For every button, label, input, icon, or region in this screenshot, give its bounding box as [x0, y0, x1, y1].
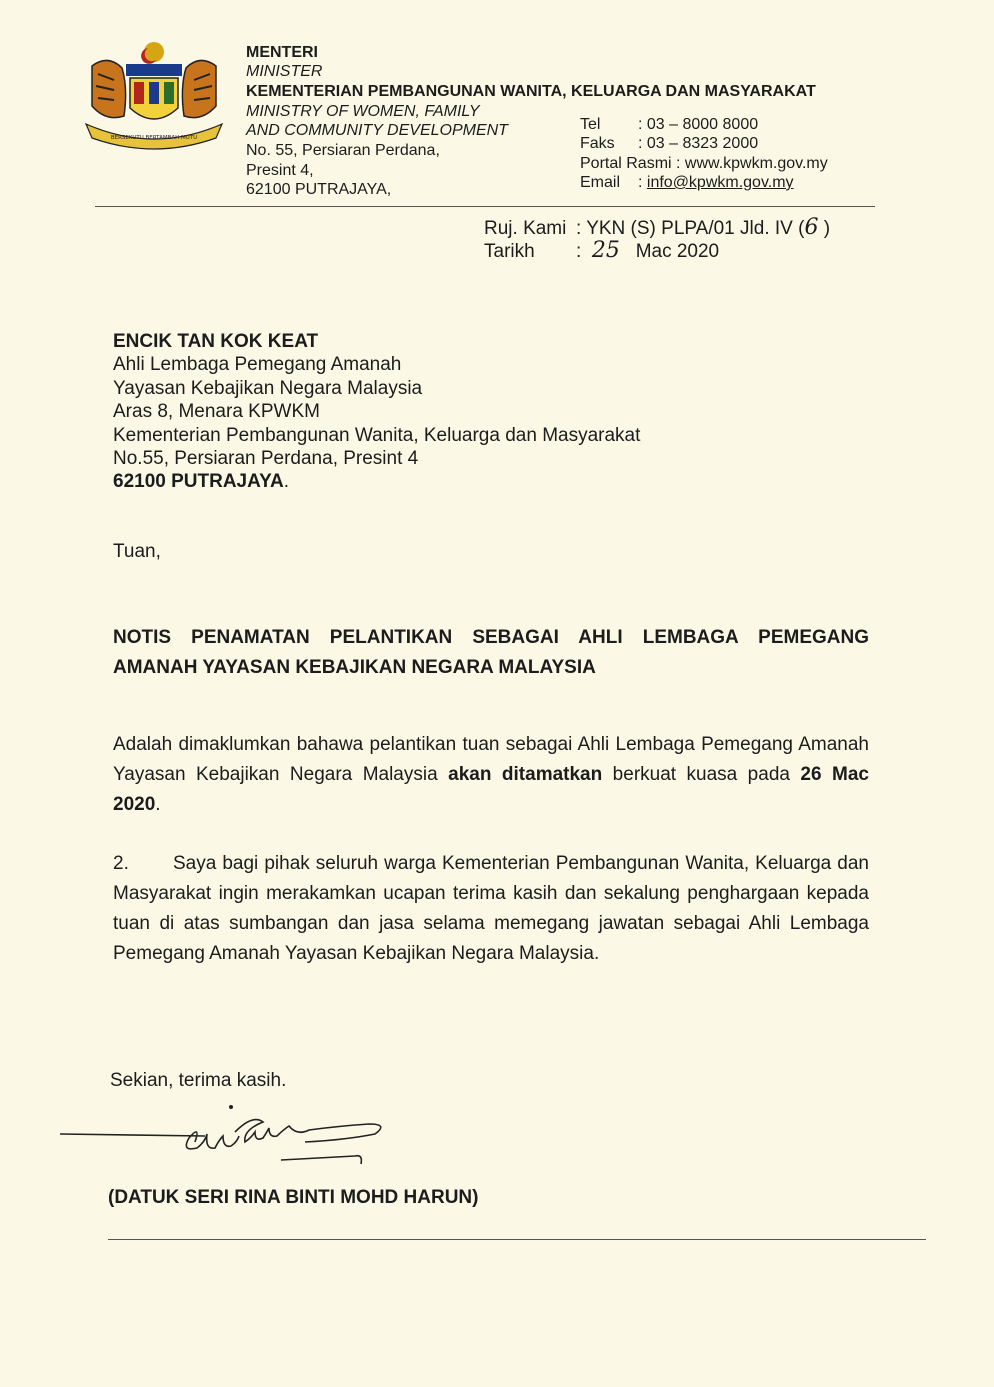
para1-bold-a: akan ditamatkan [448, 764, 603, 785]
recipient-line-1: Ahli Lembaga Pemegang Amanah [113, 354, 402, 376]
closing: Sekian, terima kasih. [110, 1070, 287, 1091]
recipient-line-2: Yayasan Kebajikan Negara Malaysia [113, 377, 423, 399]
ministry-name-en-2: AND COMMUNITY DEVELOPMENT [246, 122, 508, 139]
address-line-3: 62100 PUTRAJAYA, [246, 181, 392, 198]
para2-number: 2. [113, 853, 129, 874]
crest-motto: BERSEKUTU BERTAMBAH MUTU [110, 135, 198, 141]
ref-close: ) [818, 218, 831, 239]
fax-label: Faks [580, 135, 615, 152]
address-line-1: No. 55, Persiaran Perdana, [246, 142, 440, 159]
recipient-line-4: Kementerian Pembangunan Wanita, Keluarga dan Masyarakat [113, 424, 641, 446]
fax-value: : 03 – 8323 2000 [638, 135, 759, 152]
letterhead-title-en: MINISTER [246, 63, 323, 80]
para1-text-a: Adalah dimaklumkan bahawa pelantikan tuan sebagai Ahli Lembaga Pemegang Amanah Yayasan Kebajikan Negara Malaysia [113, 734, 869, 785]
footer-divider [108, 1239, 926, 1240]
address-line-2: Presint 4, [246, 162, 314, 179]
recipient-postcode: 62100 PUTRAJAYA [113, 471, 284, 493]
coat-of-arms-icon [78, 38, 230, 150]
paragraph-1 [113, 730, 869, 820]
para1-text-c: . [155, 794, 161, 815]
signature-icon [55, 1102, 435, 1182]
email-label: Email [580, 174, 621, 191]
contact-email [580, 173, 794, 192]
date-rest: Mac 2020 [635, 241, 720, 262]
email-sep: : [638, 174, 647, 191]
recipient-line-6 [113, 470, 640, 493]
ministry-name: KEMENTERIAN PEMBANGUNAN WANITA, KELUARGA DAN MASYARAKAT [246, 83, 816, 100]
tel-value: : 03 – 8000 8000 [638, 116, 759, 133]
reference-line [484, 216, 830, 240]
paragraph-2 [113, 849, 869, 969]
ref-handwritten: 6 [804, 215, 819, 240]
recipient-line-5: No.55, Persiaran Perdana, Presint 4 [113, 448, 419, 470]
recipient-name: ENCIK TAN KOK KEAT [113, 331, 319, 352]
ref-value: : YKN (S) PLPA/01 Jld. IV ( [576, 218, 805, 239]
date-line [484, 239, 719, 263]
recipient-block [113, 330, 640, 494]
recipient-line-3: Aras 8, Menara KPWKM [113, 401, 320, 423]
contact-portal[interactable]: Portal Rasmi : www.kpwkm.gov.my [580, 155, 828, 172]
email-link[interactable]: info@kpwkm.gov.my [646, 174, 794, 191]
recipient-line-6-end: . [283, 471, 290, 493]
ministry-name-en-1: MINISTRY OF WOMEN, FAMILY [246, 103, 480, 120]
para2-text: Saya bagi pihak seluruh warga Kementerian Pembangunan Wanita, Keluarga dan Masyarakat ingin merakamkan ucapan terima kasih dan sekalung penghargaan kepada tuan di atas sumbangan dan jasa selama memegang jawatan sebagai Ahli Lembaga Pemegang Amanah Yayasan Kebajikan Negara Malaysia. [113, 853, 869, 964]
para1-bold-b: 26 Mac 2020 [113, 764, 869, 815]
salutation: Tuan, [113, 541, 161, 562]
contact-tel [580, 115, 758, 134]
subject-heading: NOTIS PENAMATAN PELANTIKAN SEBAGAI AHLI LEMBAGA PEMEGANG AMANAH YAYASAN KEBAJIKAN NEGARA MALAYSIA [113, 627, 869, 678]
ref-label: Ruj. Kami [484, 218, 567, 239]
para1-text-b: berkuat kuasa pada [602, 764, 801, 785]
header-divider [95, 206, 875, 207]
date-day-handwritten: 25 [591, 238, 620, 263]
signatory-name: (DATUK SERI RINA BINTI MOHD HARUN) [108, 1187, 479, 1208]
tel-label: Tel [580, 116, 601, 133]
date-sep: : [576, 241, 582, 262]
date-label: Tarikh [484, 241, 535, 262]
contact-fax [580, 134, 758, 153]
letterhead-title: MENTERI [246, 44, 318, 61]
